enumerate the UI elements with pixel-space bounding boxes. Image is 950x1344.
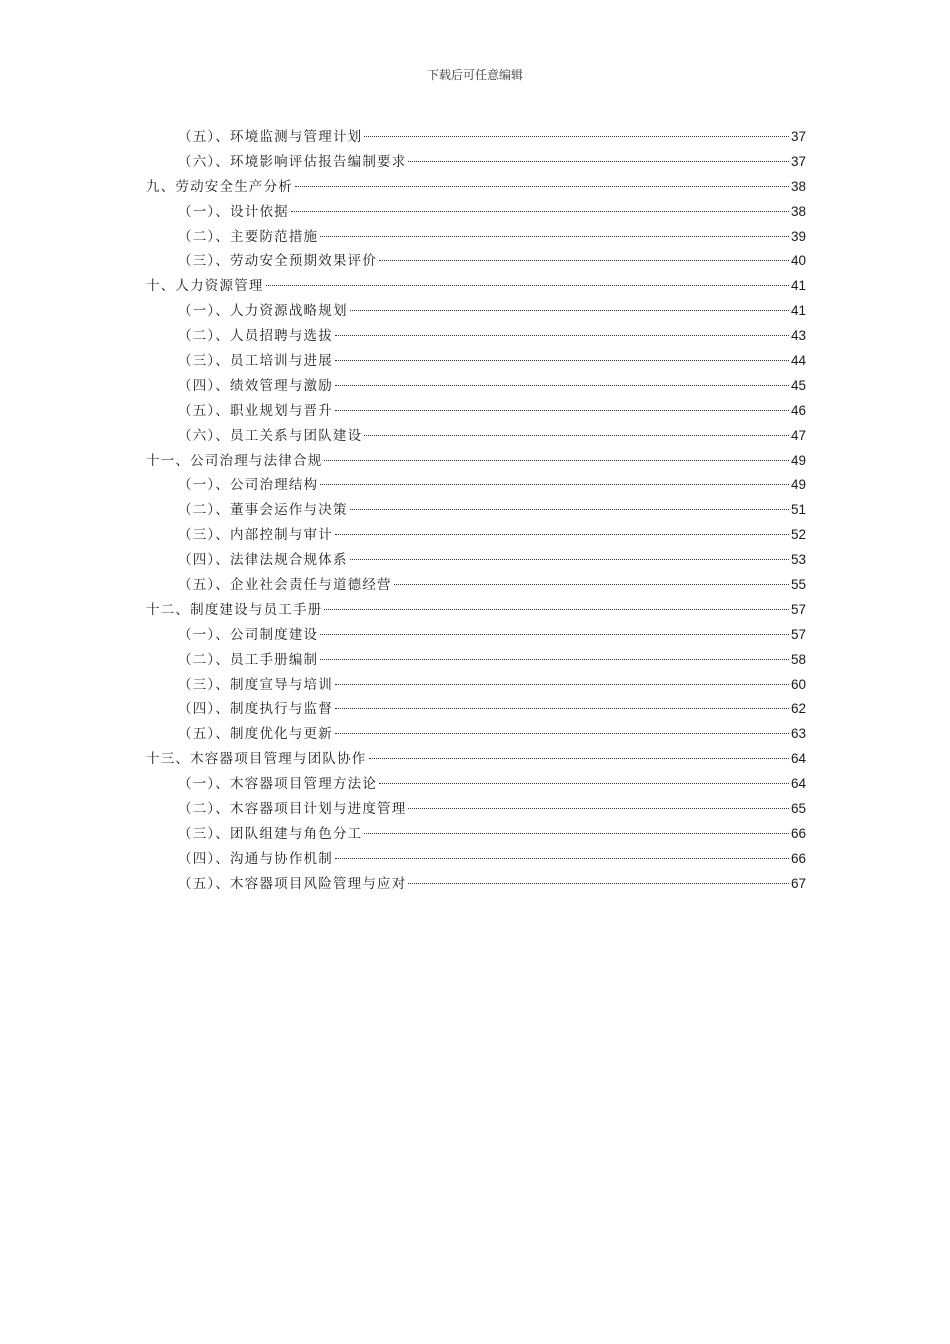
toc-page-number: 49	[790, 477, 806, 493]
toc-chapter-entry[interactable]	[146, 598, 806, 623]
toc-dot-leader	[369, 758, 789, 759]
toc-section-entry[interactable]	[146, 399, 806, 424]
toc-entry-title: （四）、绩效管理与激励	[178, 377, 333, 394]
toc-page-number: 37	[790, 153, 806, 169]
toc-dot-leader	[320, 634, 789, 635]
toc-dot-leader	[324, 460, 789, 461]
toc-entry-title: （六）、员工关系与团队建设	[178, 427, 363, 444]
toc-page-number: 66	[790, 825, 806, 841]
toc-dot-leader	[335, 410, 789, 411]
toc-dot-leader	[364, 136, 789, 137]
toc-dot-leader	[335, 858, 789, 859]
toc-entry-title: （五）、环境监测与管理计划	[178, 129, 363, 145]
toc-entry-title: （二）、木容器项目计划与进度管理	[178, 801, 407, 818]
toc-section-entry[interactable]	[146, 249, 806, 274]
toc-entry-title: （三）、员工培训与进展	[178, 353, 333, 370]
toc-page-number: 39	[790, 228, 806, 244]
toc-page-number: 53	[790, 552, 806, 568]
toc-section-entry[interactable]	[146, 424, 806, 449]
toc-section-entry[interactable]	[146, 872, 806, 897]
toc-section-entry[interactable]	[146, 125, 806, 150]
toc-page-number: 45	[790, 377, 806, 393]
toc-entry-title: （四）、沟通与协作机制	[178, 850, 333, 867]
toc-dot-leader	[291, 211, 789, 212]
toc-section-entry[interactable]	[146, 623, 806, 648]
toc-section-entry[interactable]	[146, 225, 806, 250]
toc-entry-title: 九、劳动安全生产分析	[146, 178, 293, 195]
toc-dot-leader	[335, 733, 789, 734]
toc-page-number: 62	[790, 701, 806, 717]
toc-entry-title: （五）、职业规划与晋升	[178, 402, 333, 419]
toc-dot-leader	[320, 659, 789, 660]
toc-page-number: 65	[790, 801, 806, 817]
toc-section-entry[interactable]	[146, 473, 806, 498]
toc-dot-leader	[320, 236, 789, 237]
toc-dot-leader	[335, 360, 789, 361]
toc-dot-leader	[364, 833, 789, 834]
toc-page-number: 64	[790, 776, 806, 792]
toc-entry-title: （四）、法律法规合规体系	[178, 552, 348, 569]
toc-section-entry[interactable]	[146, 722, 806, 747]
toc-section-entry[interactable]	[146, 673, 806, 698]
toc-page-number: 55	[790, 577, 806, 593]
toc-dot-leader	[335, 335, 789, 336]
toc-section-entry[interactable]	[146, 697, 806, 722]
toc-dot-leader	[379, 783, 789, 784]
toc-page-number: 58	[790, 651, 806, 667]
toc-entry-title: （一）、设计依据	[178, 203, 289, 220]
toc-entry-title: （一）、公司制度建设	[178, 626, 319, 643]
toc-dot-leader	[408, 883, 789, 884]
toc-page-number: 49	[790, 452, 806, 468]
toc-section-entry[interactable]	[146, 648, 806, 673]
toc-entry-title: （三）、团队组建与角色分工	[178, 825, 363, 842]
toc-section-entry[interactable]	[146, 822, 806, 847]
toc-section-entry[interactable]	[146, 150, 806, 175]
toc-dot-leader	[335, 534, 789, 535]
toc-entry-title: （三）、制度宣导与培训	[178, 676, 333, 693]
toc-section-entry[interactable]	[146, 200, 806, 225]
toc-entry-title: （三）、内部控制与审计	[178, 527, 333, 544]
toc-entry-title: 十二、制度建设与员工手册	[146, 601, 323, 618]
toc-page-number: 60	[790, 676, 806, 692]
toc-section-entry[interactable]	[146, 349, 806, 374]
toc-dot-leader	[379, 260, 789, 261]
toc-entry-title: （五）、制度优化与更新	[178, 726, 333, 743]
toc-page-number: 41	[790, 303, 806, 319]
toc-page-number: 63	[790, 726, 806, 742]
toc-entry-title: （五）、木容器项目风险管理与应对	[178, 875, 407, 892]
toc-page-number: 51	[790, 502, 806, 518]
toc-dot-leader	[295, 186, 789, 187]
toc-page-number: 64	[790, 751, 806, 767]
toc-page-number: 43	[790, 328, 806, 344]
toc-chapter-entry[interactable]	[146, 449, 806, 474]
toc-section-entry[interactable]	[146, 847, 806, 872]
toc-entry-title: （二）、主要防范措施	[178, 228, 319, 245]
toc-dot-leader	[350, 509, 789, 510]
toc-entry-title: （一）、公司治理结构	[178, 477, 319, 494]
toc-dot-leader	[394, 584, 789, 585]
toc-dot-leader	[335, 708, 789, 709]
toc-entry-title: （二）、员工手册编制	[178, 651, 319, 668]
toc-dot-leader	[408, 808, 789, 809]
toc-dot-leader	[324, 609, 789, 610]
toc-section-entry[interactable]	[146, 374, 806, 399]
toc-page-number: 37	[790, 129, 806, 144]
toc-page-number: 38	[790, 203, 806, 219]
toc-dot-leader	[266, 285, 789, 286]
toc-section-entry[interactable]	[146, 498, 806, 523]
toc-page-number: 46	[790, 402, 806, 418]
toc-entry-title: （一）、人力资源战略规划	[178, 303, 348, 320]
toc-section-entry[interactable]	[146, 548, 806, 573]
toc-entry-title: （五）、企业社会责任与道德经营	[178, 577, 392, 594]
toc-page-number: 38	[790, 178, 806, 194]
toc-section-entry[interactable]	[146, 324, 806, 349]
toc-section-entry[interactable]	[146, 797, 806, 822]
toc-dot-leader	[350, 559, 789, 560]
toc-entry-title: 十一、公司治理与法律合规	[146, 452, 323, 469]
toc-chapter-entry[interactable]	[146, 274, 806, 299]
toc-page-number: 47	[790, 427, 806, 443]
toc-dot-leader	[364, 435, 789, 436]
toc-entry-title: 十三、木容器项目管理与团队协作	[146, 751, 367, 768]
toc-page-number: 66	[790, 850, 806, 866]
toc-entry-title: （四）、制度执行与监督	[178, 701, 333, 718]
toc-entry-title: （三）、劳动安全预期效果评价	[178, 253, 378, 270]
toc-page-number: 52	[790, 527, 806, 543]
toc-section-entry[interactable]	[146, 573, 806, 598]
toc-section-entry[interactable]	[146, 299, 806, 324]
toc-page-number: 67	[790, 875, 806, 891]
toc-entry-title: （六）、环境影响评估报告编制要求	[178, 153, 407, 170]
toc-section-entry[interactable]	[146, 772, 806, 797]
page-header: 下载后可任意编辑	[426, 68, 523, 82]
toc-dot-leader	[350, 310, 789, 311]
toc-dot-leader	[408, 161, 789, 162]
toc-page-number: 57	[790, 626, 806, 642]
toc-chapter-entry[interactable]	[146, 747, 806, 772]
toc-page-number: 57	[790, 601, 806, 617]
toc-section-entry[interactable]	[146, 523, 806, 548]
toc-dot-leader	[320, 484, 789, 485]
toc-chapter-entry[interactable]	[146, 175, 806, 200]
toc-dot-leader	[335, 385, 789, 386]
toc-page-number: 44	[790, 353, 806, 369]
toc-entry-title: （二）、董事会运作与决策	[178, 502, 348, 519]
table-of-contents	[146, 125, 806, 897]
toc-entry-title: （二）、人员招聘与选拔	[178, 328, 333, 345]
toc-page-number: 40	[790, 253, 806, 269]
toc-page-number: 41	[790, 278, 806, 294]
toc-entry-title: （一）、木容器项目管理方法论	[178, 776, 378, 793]
toc-dot-leader	[335, 684, 789, 685]
toc-entry-title: 十、人力资源管理	[146, 278, 264, 295]
